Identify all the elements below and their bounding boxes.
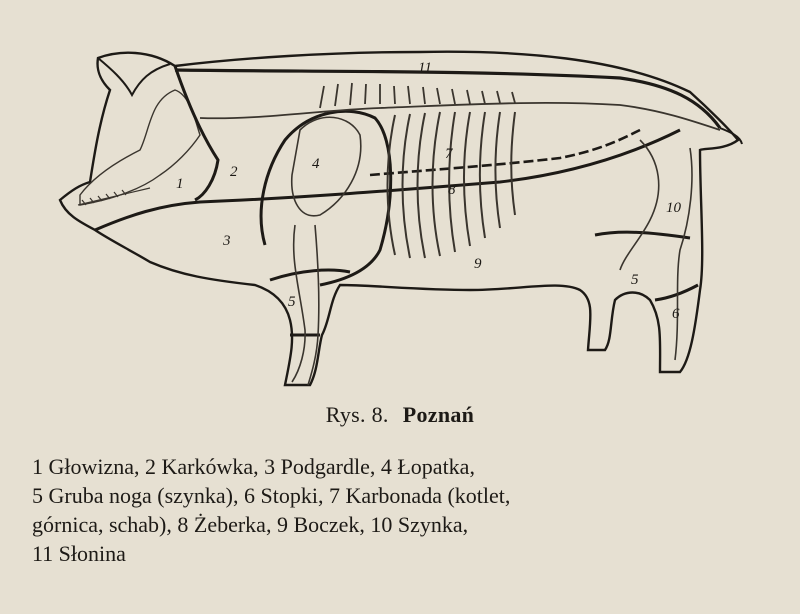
region-label-2: 2 bbox=[230, 164, 238, 180]
region-label-5-hind: 5 bbox=[631, 272, 639, 288]
region-label-3: 3 bbox=[223, 233, 231, 249]
region-label-8: 8 bbox=[448, 182, 456, 198]
region-label-9: 9 bbox=[474, 256, 482, 272]
region-label-10: 10 bbox=[666, 200, 681, 216]
pig-outline bbox=[60, 52, 738, 385]
jaw-teeth bbox=[78, 188, 150, 205]
line-hock bbox=[655, 285, 698, 300]
legend-line-2: 5 Gruba noga (szynka), 6 Stopki, 7 Karbonada (kotlet, bbox=[32, 483, 511, 508]
legend-text bbox=[32, 452, 772, 568]
region-label-5-fore: 5 bbox=[288, 294, 296, 310]
caption-title: Poznań bbox=[402, 402, 475, 427]
region-label-7: 7 bbox=[445, 146, 453, 162]
legend-line-3: górnica, schab), 8 Żeberka, 9 Boczek, 10 Szynka, bbox=[32, 512, 469, 537]
region-label-6: 6 bbox=[672, 306, 680, 322]
line-11 bbox=[175, 70, 720, 128]
region-label-11: 11 bbox=[418, 60, 432, 76]
hind-leg-bones bbox=[620, 140, 692, 360]
shoulder-blade bbox=[292, 117, 361, 216]
figure-caption bbox=[0, 402, 800, 428]
legend-line-1: 1 Głowizna, 2 Karkówka, 3 Podgardle, 4 Łopatka, bbox=[32, 454, 475, 479]
spine bbox=[200, 83, 720, 130]
line-loin bbox=[370, 130, 640, 175]
line-belly bbox=[270, 270, 350, 280]
fore-leg-bones bbox=[292, 225, 319, 385]
caption-prefix: Rys. 8. bbox=[325, 402, 389, 427]
region-label-1: 1 bbox=[176, 176, 184, 192]
legend-line-4: 11 Słonina bbox=[32, 541, 126, 566]
region-label-4: 4 bbox=[312, 156, 320, 172]
